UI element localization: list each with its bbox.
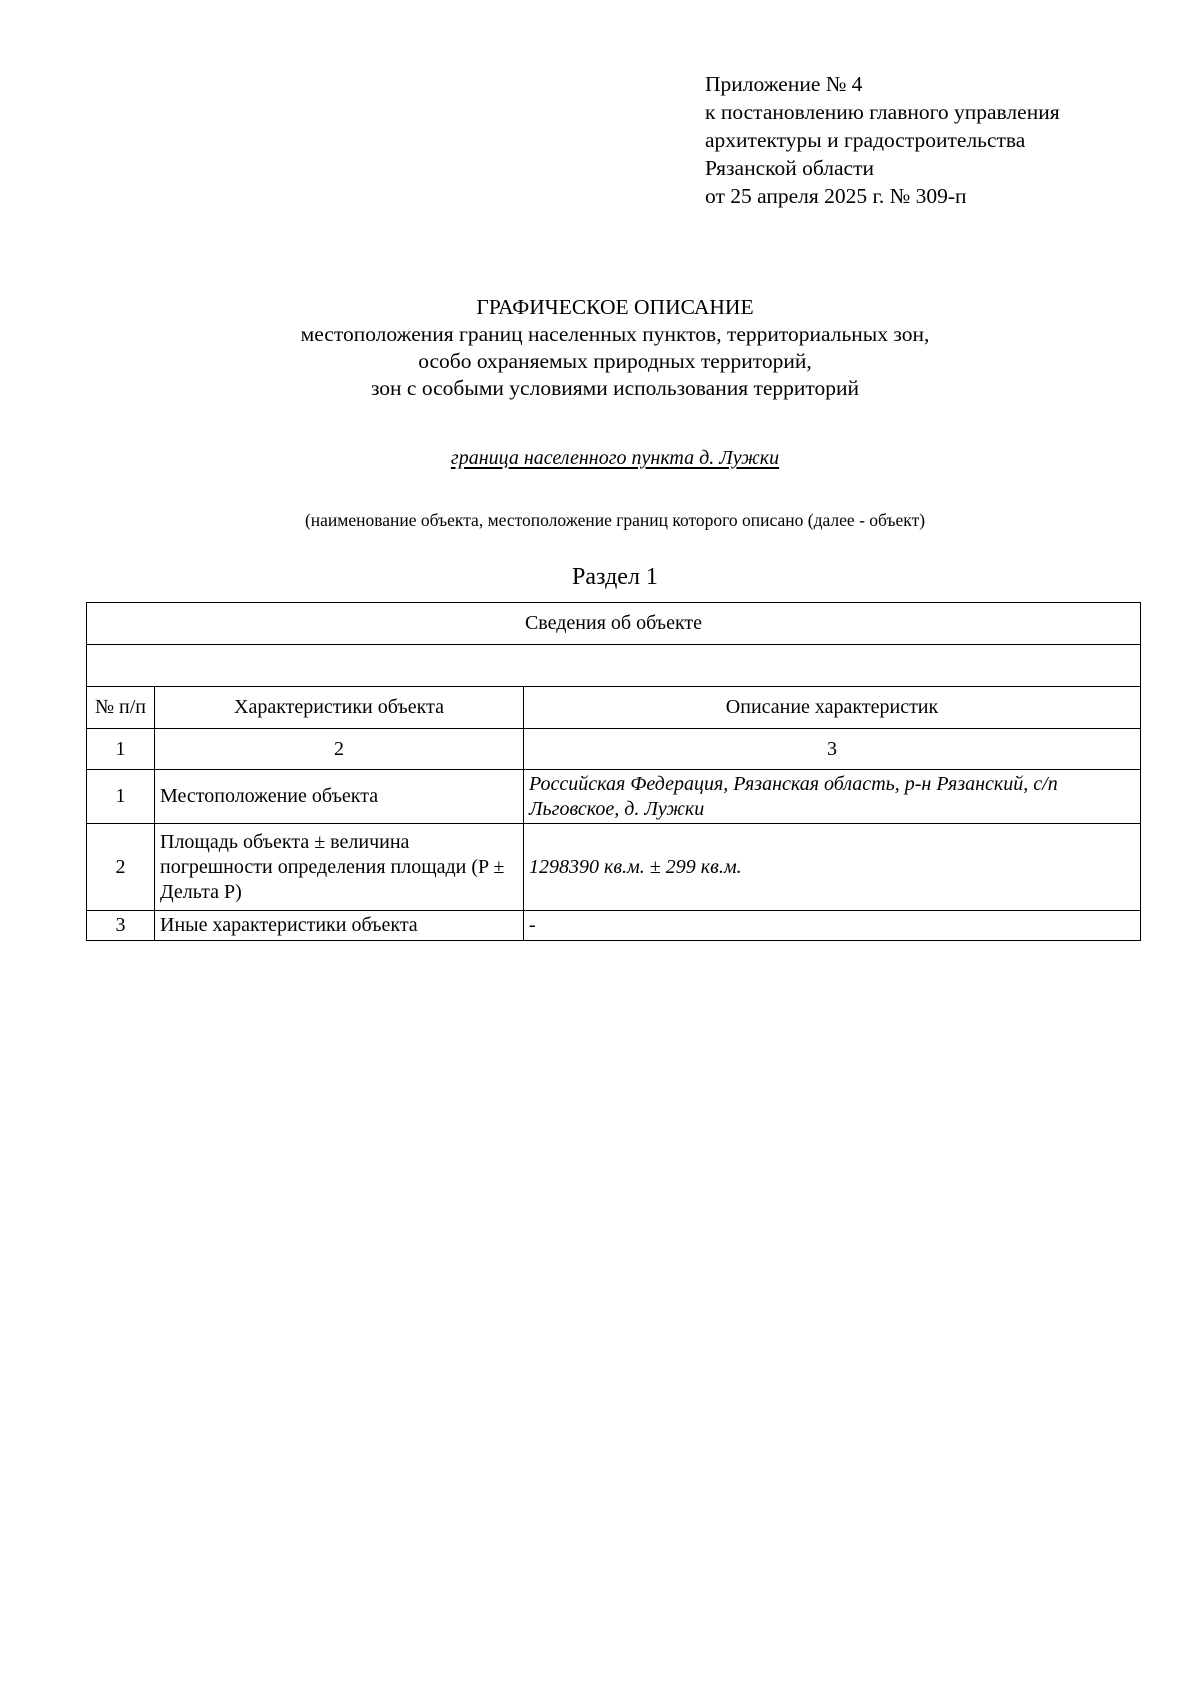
header-num: № п/п	[87, 687, 155, 729]
row-description: 1298390 кв.м. ± 299 кв.м.	[524, 824, 1141, 911]
title-subline-2: особо охраняемых природных территорий,	[418, 349, 812, 373]
row-characteristic: Площадь объекта ± величина погрешности определения площади (P ± Дельта P)	[155, 824, 524, 911]
empty-cell	[87, 645, 1141, 687]
header-characteristics: Характеристики объекта	[155, 687, 524, 729]
title-heading: ГРАФИЧЕСКОЕ ОПИСАНИЕ	[476, 295, 754, 319]
appendix-number: Приложение № 4	[705, 72, 863, 96]
row-characteristic: Местоположение объекта	[155, 770, 524, 824]
title-subline-3: зон с особыми условиями использования территорий	[370, 376, 860, 400]
row-description: Российская Федерация, Рязанская область, р-н Рязанский, с/п Льговское, д. Лужки	[524, 770, 1141, 824]
table-empty-row	[87, 645, 1141, 687]
table-row	[87, 911, 1141, 941]
title-subline-1: местоположения границ населенных пунктов, территориальных зон,	[300, 322, 930, 346]
appendix-date: от 25 апреля 2025 г. № 309-п	[705, 184, 967, 208]
appendix-header	[705, 70, 1060, 210]
table-title: Сведения об объекте	[87, 603, 1141, 645]
table-header-row	[87, 687, 1141, 729]
table-title-row	[87, 603, 1141, 645]
column-number: 1	[87, 729, 155, 770]
appendix-authority: архитектуры и градостроительства	[705, 128, 1026, 152]
column-number: 2	[155, 729, 524, 770]
appendix-region: Рязанской области	[705, 156, 874, 180]
column-number: 3	[524, 729, 1141, 770]
row-characteristic: Иные характеристики объекта	[155, 911, 524, 941]
section-heading: Раздел 1	[572, 564, 658, 590]
appendix-reference: к постановлению главного управления	[705, 100, 1060, 124]
row-number: 3	[87, 911, 155, 941]
row-description: -	[524, 911, 1141, 941]
object-info-table	[86, 602, 1141, 941]
object-name-text: граница населенного пункта д. Лужки	[450, 447, 780, 469]
object-name	[0, 447, 1200, 470]
column-number-row	[87, 729, 1141, 770]
table-row	[87, 824, 1141, 911]
header-description: Описание характеристик	[524, 687, 1141, 729]
document-title	[0, 294, 1200, 402]
row-number: 2	[87, 824, 155, 911]
table-row	[87, 770, 1141, 824]
row-number: 1	[87, 770, 155, 824]
object-name-caption: (наименование объекта, местоположение границ которого описано (далее - объект)	[304, 510, 926, 530]
